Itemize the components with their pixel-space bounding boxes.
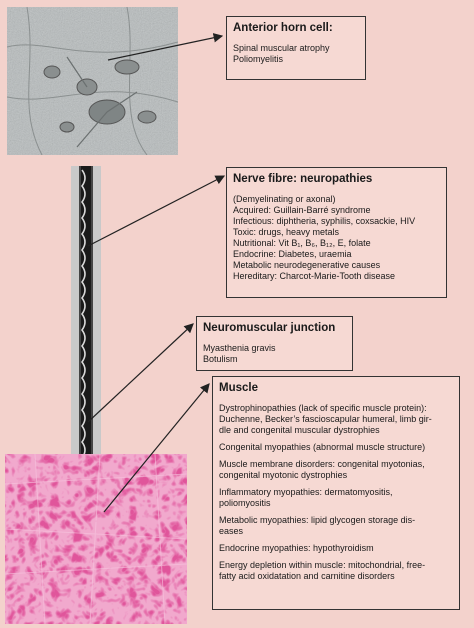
muscle-title: Muscle bbox=[219, 382, 258, 394]
anterior-horn-line: Spinal muscular atrophy bbox=[233, 42, 330, 53]
nerve-fibre-image bbox=[71, 166, 101, 460]
muscle-group bbox=[219, 403, 453, 436]
anterior-horn-micrograph bbox=[7, 7, 178, 155]
muscle-line: fatty acid oxidatation and carnitine disorders bbox=[219, 570, 395, 581]
nmj-title: Neuromuscular junction bbox=[203, 322, 336, 334]
muscle-line: eases bbox=[219, 525, 244, 536]
nerve-fibre-line: (Demyelinating or axonal) bbox=[233, 193, 336, 204]
neuromuscular-junction-box bbox=[196, 316, 353, 371]
muscle-group bbox=[219, 459, 453, 481]
arrow-nerve-fibre bbox=[88, 176, 224, 246]
anterior-horn-box bbox=[226, 16, 366, 80]
muscle-line: Duchenne, Becker’s fascioscapular humeral, limb gir- bbox=[219, 413, 432, 424]
nerve-fibre-line: Endocrine: Diabetes, uraemia bbox=[233, 248, 352, 259]
nerve-fibre-line: Toxic: drugs, heavy metals bbox=[233, 226, 340, 237]
nmj-line: Botulism bbox=[203, 353, 238, 364]
muscle-line: Energy depletion within muscle: mitochondrial, free- bbox=[219, 559, 426, 570]
muscle-line: Metabolic myopathies: lipid glycogen storage dis- bbox=[219, 514, 416, 525]
nmj-line: Myasthenia gravis bbox=[203, 342, 276, 353]
anterior-horn-title: Anterior horn cell: bbox=[233, 22, 333, 34]
muscle-group bbox=[219, 442, 453, 453]
nerve-fibre-line: Hereditary: Charcot-Marie-Tooth disease bbox=[233, 270, 396, 281]
muscle-group bbox=[219, 560, 453, 582]
arrow-nmj bbox=[88, 324, 193, 422]
nerve-fibre-line: Infectious: diphtheria, syphilis, coxsackie, HIV bbox=[233, 215, 416, 226]
muscle-group bbox=[219, 515, 453, 537]
muscle-line: Congenital myopathies (abnormal muscle structure) bbox=[219, 441, 426, 452]
nerve-fibre-line: Acquired: Guillain-Barré syndrome bbox=[233, 204, 371, 215]
muscle-line: poliomyositis bbox=[219, 497, 271, 508]
muscle-line: Endocrine myopathies: hypothyroidism bbox=[219, 542, 374, 553]
muscle-line: Inflammatory myopathies: dermatomyositis, bbox=[219, 486, 393, 497]
muscle-group bbox=[219, 487, 453, 509]
muscle-line: congenital myotonic dystrophies bbox=[219, 469, 348, 480]
nerve-fibre-line: Nutritional: Vit B₁, B₆, B₁₂, E, folate bbox=[233, 237, 371, 248]
muscle-line: dle and congenital muscular dystrophies bbox=[219, 424, 380, 435]
nerve-fibre-box bbox=[226, 167, 447, 298]
nerve-fibre-line: Metabolic neurodegenerative causes bbox=[233, 259, 381, 270]
muscle-box bbox=[212, 376, 460, 610]
muscle-line: Muscle membrane disorders: congenital myotonias, bbox=[219, 458, 425, 469]
muscle-line: Dystrophinopathies (lack of specific muscle protein): bbox=[219, 402, 427, 413]
anterior-horn-line: Poliomyelitis bbox=[233, 53, 284, 64]
nerve-fibre-title: Nerve fibre: neuropathies bbox=[233, 173, 373, 185]
muscle-group bbox=[219, 543, 453, 554]
muscle-histology-image bbox=[5, 454, 187, 624]
